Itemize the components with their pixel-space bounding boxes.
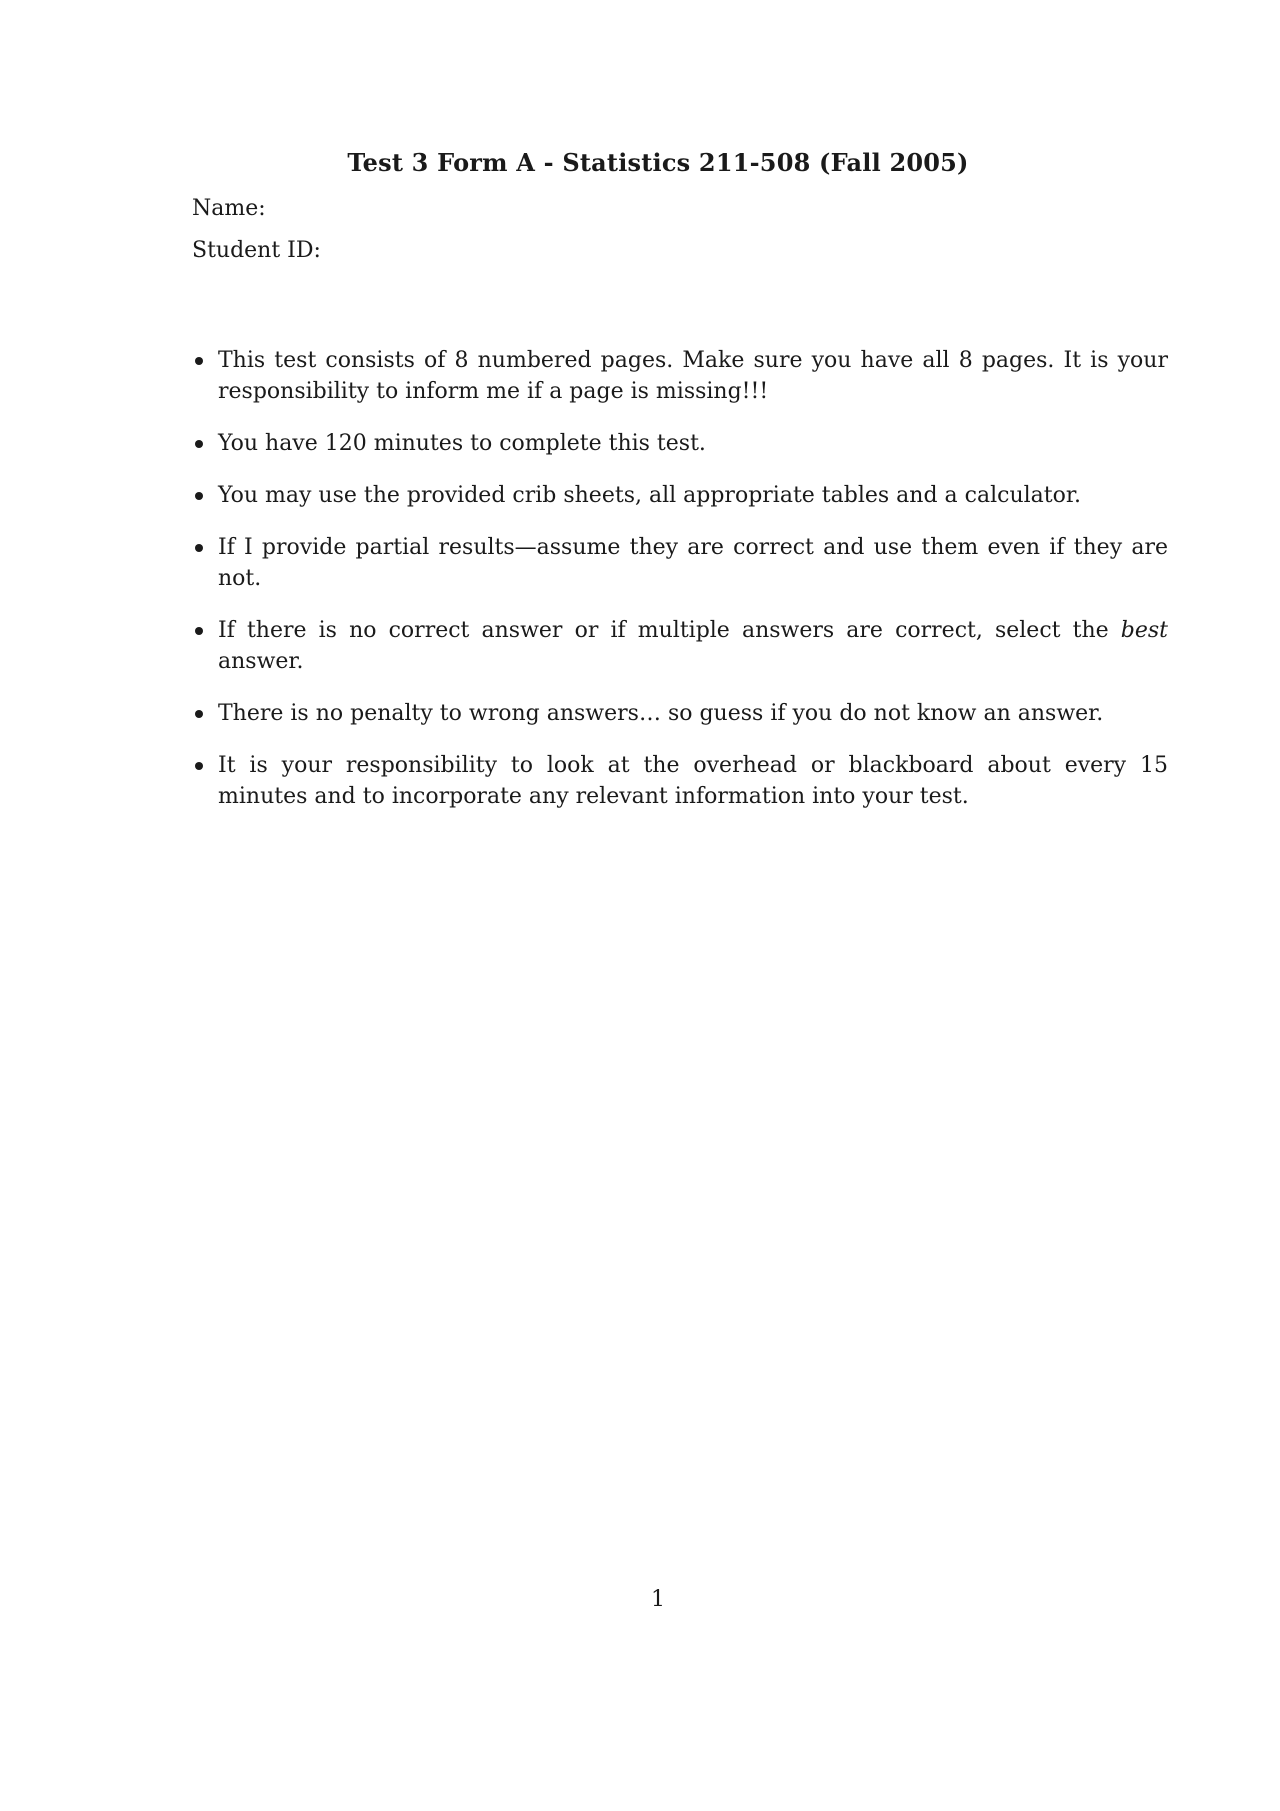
instructions-list [192,345,1168,833]
instruction-text: This test consists of 8 numbered pages. Make sure you have all 8 pages. It is your responsibility to inform me if a page is missing!!! [218,348,1168,404]
instruction-text-after: answer. [218,649,304,674]
instruction-text: You have 120 minutes to complete this test. [218,431,706,456]
bullet-icon [195,710,203,718]
bullet-icon [195,357,203,365]
bullet-icon [195,627,203,635]
bullet-icon [195,440,203,448]
instruction-text: There is no penalty to wrong answers… so guess if you do not know an answer. [218,701,1104,726]
page-title: Test 3 Form A - Statistics 211-508 (Fall 2005) [347,148,969,177]
bullet-icon [195,492,203,500]
instruction-item [192,532,1168,594]
instruction-text: You may use the provided crib sheets, all appropriate tables and a calculator. [218,483,1081,508]
instruction-text: It is your responsibility to look at the overhead or blackboard about every 15 minutes and to incorporate any relevant information into your test. [218,753,1168,809]
instruction-text-before: If there is no correct answer or if multiple answers are correct, select the [218,618,1121,643]
page-number: 1 [651,1587,665,1612]
name-label: Name: [192,196,266,221]
instruction-item [192,615,1168,677]
instruction-emphasis: best [1120,618,1168,643]
bullet-icon [195,762,203,770]
instruction-item [192,345,1168,407]
instruction-item [192,750,1168,812]
student-id-label: Student ID: [192,238,321,263]
instruction-item [192,698,1168,729]
instruction-item [192,428,1168,459]
bullet-icon [195,544,203,552]
instruction-item [192,480,1168,511]
instruction-text: If I provide partial results—assume they are correct and use them even if they are not. [218,535,1168,591]
